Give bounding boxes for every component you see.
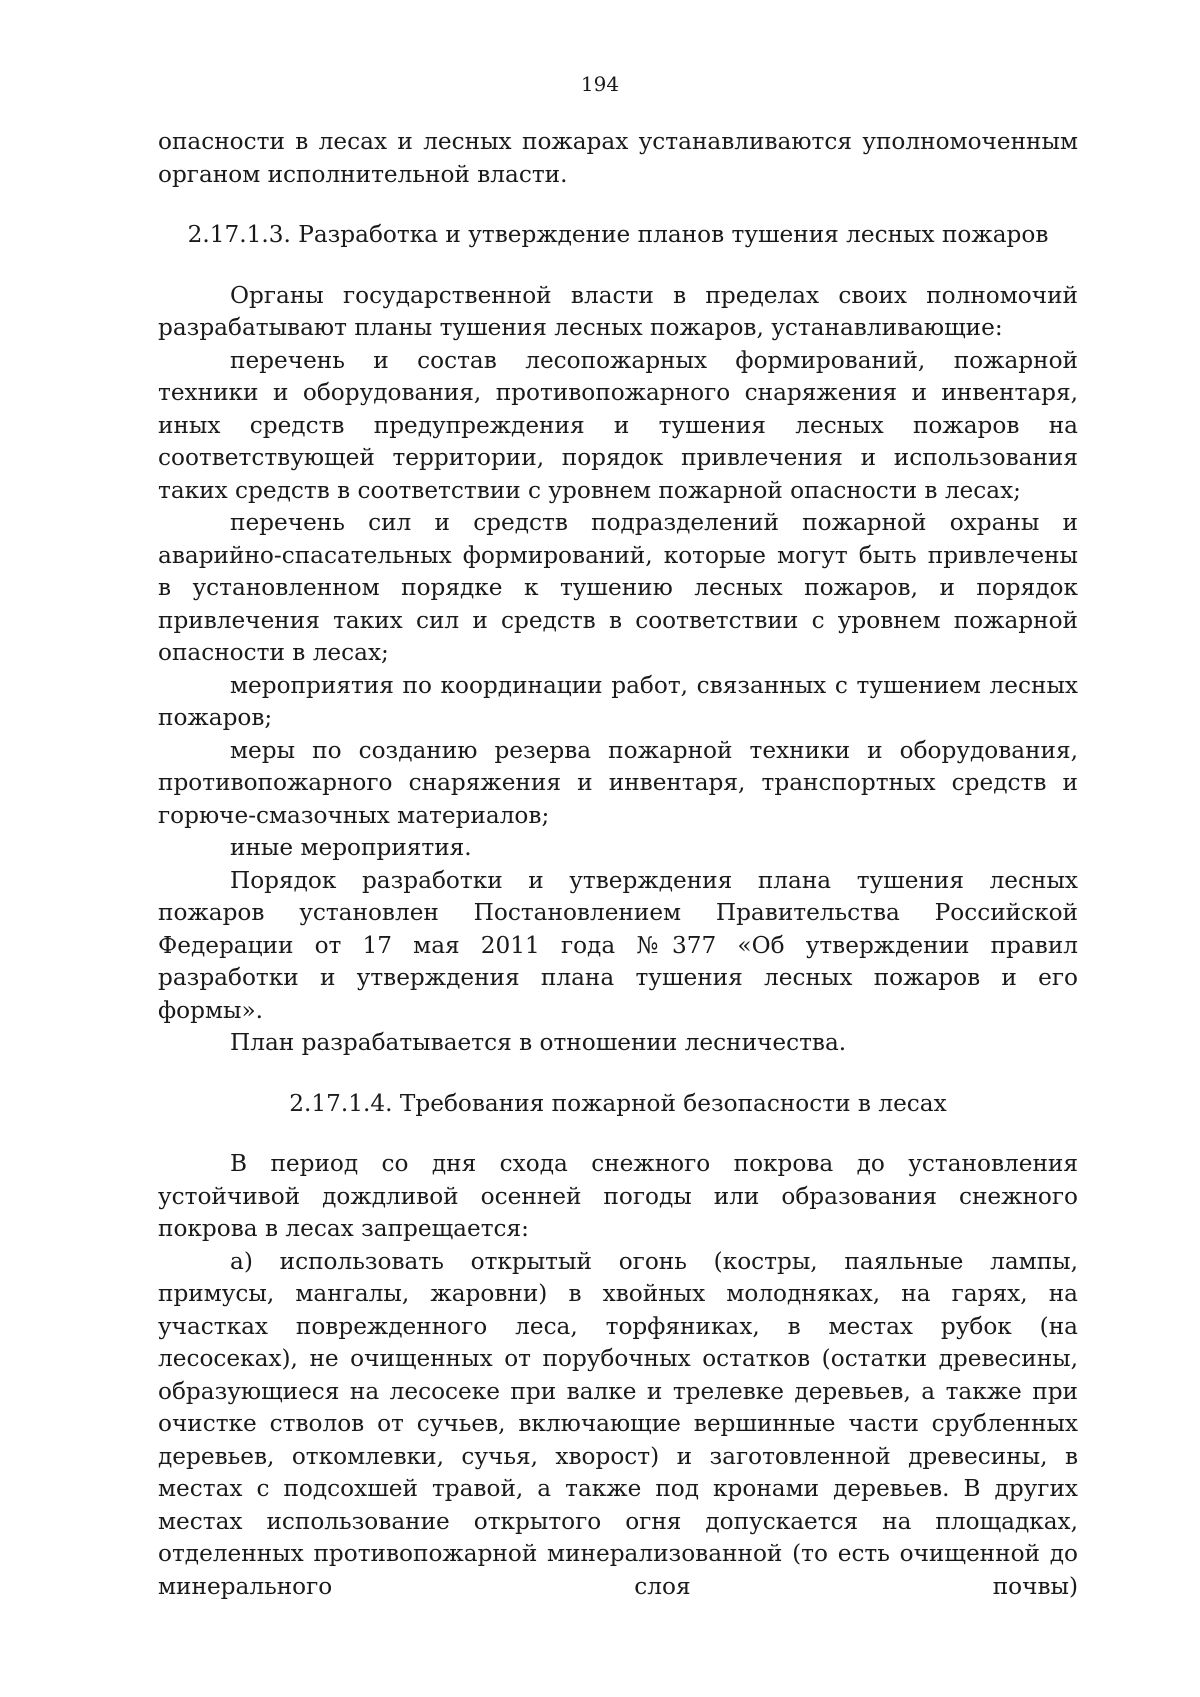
spacer (158, 252, 1078, 280)
paragraph: Органы государственной власти в пределах своих полномочий разрабатывают планы тушения лесных пожаров, устанавливающие: (158, 281, 1078, 341)
paragraph: опасности в лесах и лесных пожарах устанавливаются уполномоченным органом исполнительной власти. (158, 128, 1078, 188)
document-body (158, 126, 1078, 1603)
list-item: перечень и состав лесопожарных формирований, пожарной техники и оборудования, противопожарного снаряжения и инвентаря, иных средств предупреждения и тушения лесных пожаров на соответствующей территории, порядок привлечения и использования таких средств в соответствии с уровнем пожарной опасности в лесах; (158, 346, 1078, 504)
section-heading: 2.17.1.3. Разработка и утверждение планов тушения лесных пожаров (187, 221, 1049, 248)
spacer (158, 191, 1078, 219)
list-item: перечень сил и средств подразделений пожарной охраны и аварийно-спасательных формирований, которые могут быть привлечены в установленном порядке к тушению лесных пожаров, и порядок привлечения таких сил и средств в соответствии с уровнем пожарной опасности в лесах; (158, 509, 1078, 666)
list-item: меры по созданию резерва пожарной техники и оборудования, противопожарного снаряжения и инвентаря, транспортных средств и горюче-смазочных материалов; (158, 736, 1078, 829)
spacer (158, 1060, 1078, 1088)
paragraph: В период со дня схода снежного покрова до установления устойчивой дождливой осенней погоды или образования снежного покрова в лесах запрещается: (158, 1150, 1078, 1242)
paragraph: Порядок разработки и утверждения плана тушения лесных пожаров установлен Постановлением Правительства Российской Федерации от 17 мая 2011 года №377 «Об утверждении правил разработки и утверждения плана тушения лесных пожаров и его формы». (158, 866, 1078, 1024)
paragraph: План разрабатывается в отношении лесничества. (230, 1029, 847, 1056)
spacer (158, 1120, 1078, 1148)
section-heading: 2.17.1.4. Требования пожарной безопасности в лесах (289, 1089, 947, 1117)
list-item: иные мероприятия. (230, 834, 472, 861)
list-item: мероприятия по координации работ, связанных с тушением лесных пожаров; (158, 671, 1078, 731)
page-number: 194 (580, 72, 620, 96)
list-item: а) использовать открытый огонь (костры, паяльные лампы, примусы, мангалы, жаровни) в хвойных молодняках, на гарях, на участках поврежденного леса, торфяниках, в местах рубок (на лесосеках), не очищенных от порубочных остатков (остатки древесины, образующиеся на лесосеке при валке и трелевке деревьев, а также при очистке стволов от сучьев, включающие вершинные части срубленных деревьев, откомлевки, сучья, хворост) и заготовленной древесины, в местах с подсохшей травой, а также под кронами деревьев. В других местах использование открытого огня допускается на площадках, отделенных противопожарной минерализованной (то есть очищенной до минерального слоя почвы) (158, 1247, 1078, 1600)
